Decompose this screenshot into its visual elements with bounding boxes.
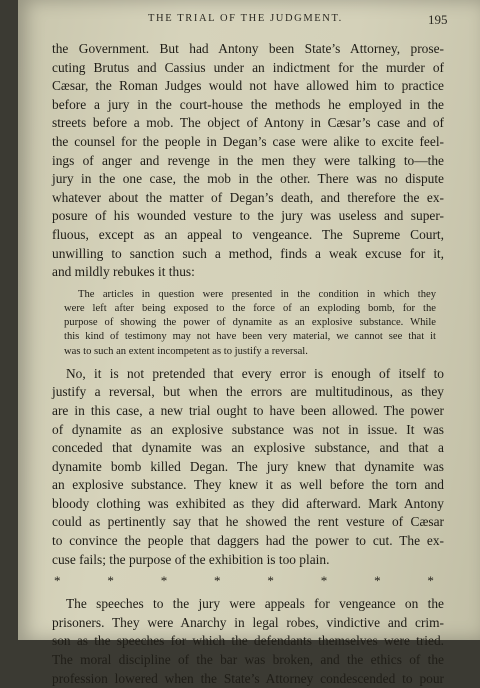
paragraph-2 (52, 365, 444, 570)
asterisk: * (427, 573, 434, 589)
text-line: bloody clothing was exhibited as they did afterward. Mark Antony (52, 495, 444, 511)
asterisk: * (374, 573, 381, 589)
text-line: dynamite bomb killed Degan. The jury knew that dynamite was (52, 458, 444, 474)
quote-line: The articles in question were presented in the condition in which they (78, 288, 436, 300)
text-line: ings of anger and revenge in the men they were talking to—the (52, 152, 444, 168)
text-line: are in this case, a new trial ought to have been allowed. The power (52, 402, 444, 418)
asterisk: * (267, 573, 274, 589)
text-line: streets before a mob. The object of Antony in Cæsar’s case and of (52, 115, 444, 131)
quote-line: purpose of showing the power of dynamite as an explosive substance. While (64, 317, 436, 329)
text-line: and mildly rebukes it thus: (52, 264, 195, 280)
text-line: the Government. But had Antony been State’s Attorney, prose- (52, 41, 444, 56)
section-break (52, 569, 444, 595)
text-line: of dynamite as an explosive substance was not in issue. It was (52, 421, 444, 437)
text-line: posure of his wounded vesture to the jury was useless and super- (52, 208, 444, 224)
page-number: 195 (428, 12, 448, 27)
block-quote (64, 288, 436, 359)
asterisk: * (320, 573, 328, 589)
text-line: unwilling to sanction such a method, finds a weak excuse for it, (52, 245, 444, 261)
text-line: justify a reversal, but when the errors are multitudinous, as they (52, 384, 444, 400)
text-line: cuting Brutus and Cassius under an indictment for the murder of (52, 59, 444, 75)
text-line: jury in the one case, the mob in the other. There was no dispute (52, 171, 444, 187)
text-line: No, it is not pretended that every error is enough of itself to (66, 365, 444, 381)
text-line: prisoners. They were Anarchy in legal robes, vindictive and crim- (52, 614, 444, 630)
asterisk: * (214, 573, 221, 589)
text-line: The moral discipline of the bar was broken, and the ethics of the (52, 652, 444, 668)
asterisk: * (160, 573, 168, 589)
quote-line: were left after being exposed to the force of an exploding bomb, for the (64, 302, 436, 314)
text-line: Cæsar, the Roman Judges would not have allowed him to practice (52, 78, 444, 94)
text-line: cuse fails; the purpose of the exhibition is too plain. (52, 551, 330, 567)
quote-line: this kind of testimony may not have been very material, we cannot see that it (64, 331, 436, 343)
paragraph-3 (52, 595, 444, 688)
text-line: son as the speeches for which the defendants themselves were tried. (52, 633, 444, 649)
text-line: the counsel for the people in Degan’s case were alike to excite feel- (52, 133, 444, 149)
text-line: fluous, except as an appeal to vengeance. The Supreme Court, (52, 226, 444, 242)
page-body (52, 40, 444, 688)
paragraph-1 (52, 40, 444, 282)
text-line: could as pertinently say that he showed the rent vesture of Cæsar (52, 514, 444, 530)
asterisk: * (54, 573, 61, 589)
text-line: before a jury in the court-house the methods he employed in the (52, 96, 444, 112)
text-line: an explosive substance. They knew it as well before the torn and (52, 477, 444, 493)
text-line: conceded that dynamite was an explosive substance, and that a (52, 440, 444, 456)
book-page (18, 0, 480, 686)
text-line: profession lowered when the State’s Attorney condescended to pour (52, 670, 444, 686)
text-line: to convince the people that daggers had the power to cut. The ex- (52, 533, 444, 549)
text-line: whatever about the matter of Degan’s death, and therefore the ex- (52, 189, 444, 205)
text-line: The speeches to the jury were appeals for vengeance on the (66, 596, 444, 612)
quote-line: was to such an extent incompetent as to justify a reversal. (64, 345, 308, 357)
running-head: THE TRIAL OF THE JUDGMENT. (148, 13, 343, 24)
asterisk: * (107, 573, 114, 589)
